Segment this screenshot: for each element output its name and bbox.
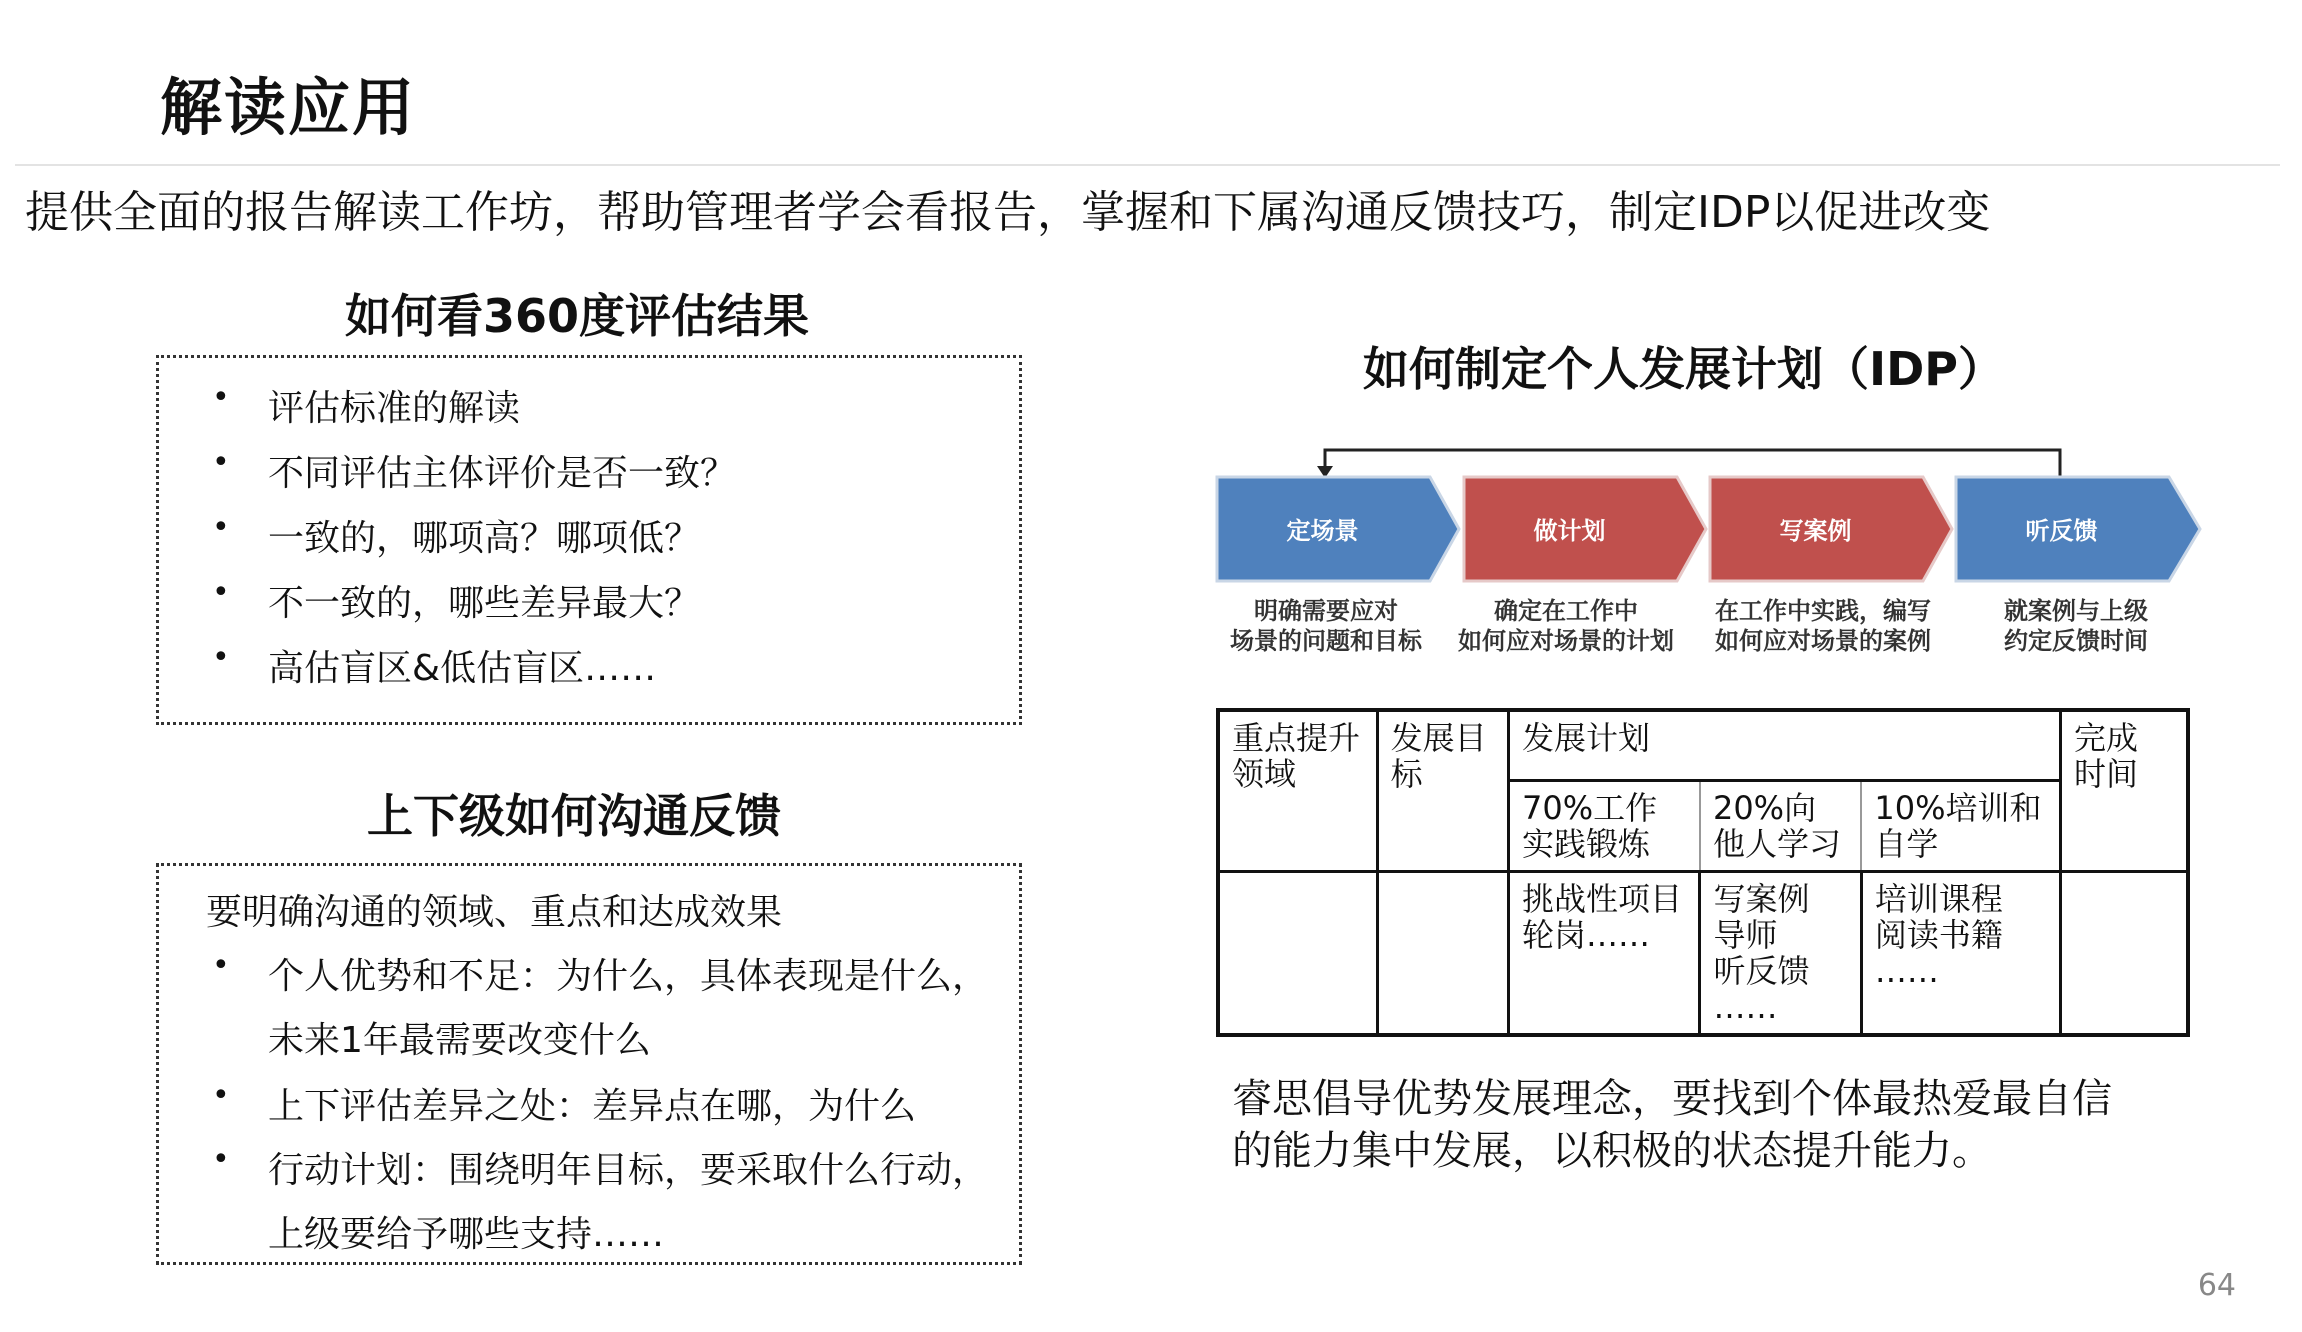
list-item: • 个人优势和不足：为什么，具体表现是什么， (268, 948, 988, 1012)
list-item: • 不一致的，哪些差异最大？ (268, 575, 736, 640)
step-plan (1462, 475, 1709, 583)
philosophy-note: 睿思倡导优势发展理念，要找到个体最热爱最自信 的能力集中发展，以积极的状态提升能力。 (1232, 1076, 2112, 1174)
list-item: • 不同评估主体评价是否一致？ (268, 445, 736, 510)
section-360-list (268, 380, 736, 705)
table-cell: 培训课程 阅读书籍 …… (1861, 871, 2060, 1035)
list-item: • 上下评估差异之处：差异点在哪，为什么 (268, 1078, 988, 1142)
sub-header-20: 20%向 他人学习 (1700, 780, 1861, 871)
table-cell (2061, 871, 2188, 1035)
step-feedback (1954, 475, 2204, 583)
list-item: • 一致的，哪项高？哪项低？ (268, 510, 736, 575)
section-360-box (156, 355, 1022, 725)
list-item-text: 未来1年最需要改变什么 (268, 1020, 651, 1061)
section-feedback-box (156, 863, 1022, 1265)
sub-header-10: 10%培训和 自学 (1861, 780, 2060, 871)
header-divider (15, 164, 2280, 166)
step-label: 写案例 (1779, 517, 1852, 545)
step-label: 做计划 (1533, 517, 1606, 545)
step-label: 听反馈 (2025, 517, 2098, 545)
header-deadline: 完成 时间 (2061, 710, 2188, 871)
sub-header-70: 70%工作 实践锻炼 (1509, 780, 1700, 871)
table-cell: 写案例 导师 听反馈 …… (1700, 871, 1861, 1035)
feedback-loop-arrow (1300, 440, 2080, 480)
section-360-title: 如何看360度评估结果 (345, 289, 810, 343)
table-row (1218, 871, 2188, 1035)
table-cell (1377, 871, 1508, 1035)
step-scene (1215, 475, 1462, 583)
header-goal: 发展目 标 (1377, 710, 1508, 871)
page-subtitle: 提供全面的报告解读工作坊，帮助管理者学会看报告，掌握和下属沟通反馈技巧，制定IDP以促进改变 (25, 187, 1991, 238)
table-cell: 挑战性项目 轮岗…… (1509, 871, 1700, 1035)
table-cell (1218, 871, 1377, 1035)
page-title: 解读应用 (160, 71, 417, 144)
table-row (1218, 710, 2188, 780)
idp-table (1216, 708, 2190, 1037)
section-feedback-title: 上下级如何沟通反馈 (367, 789, 781, 843)
list-item-continuation (268, 1206, 988, 1270)
step-desc: 确定在工作中 如何应对场景的计划 (1458, 597, 1674, 655)
list-item: • 评估标准的解读 (268, 380, 736, 445)
header-plan: 发展计划 (1509, 710, 2061, 780)
feedback-intro: 要明确沟通的领域、重点和达成效果 (206, 892, 783, 933)
page-number: 64 (2197, 1268, 2236, 1303)
list-item: • 行动计划：围绕明年目标，要采取什么行动， (268, 1142, 988, 1206)
feedback-list (268, 948, 988, 1270)
step-desc: 明确需要应对 场景的问题和目标 (1230, 597, 1422, 655)
step-case (1708, 475, 1955, 583)
step-desc: 就案例与上级 约定反馈时间 (2004, 597, 2148, 655)
header-focus-area: 重点提升 领域 (1218, 710, 1377, 871)
idp-title: 如何制定个人发展计划（IDP） (1363, 342, 2005, 396)
list-item-continuation (268, 1012, 988, 1078)
list-item-text: 上级要给予哪些支持…… (268, 1214, 665, 1255)
step-desc: 在工作中实践，编写 如何应对场景的案例 (1715, 597, 1931, 655)
list-item: • 高估盲区&低估盲区…… (268, 640, 736, 705)
step-label: 定场景 (1286, 517, 1359, 545)
